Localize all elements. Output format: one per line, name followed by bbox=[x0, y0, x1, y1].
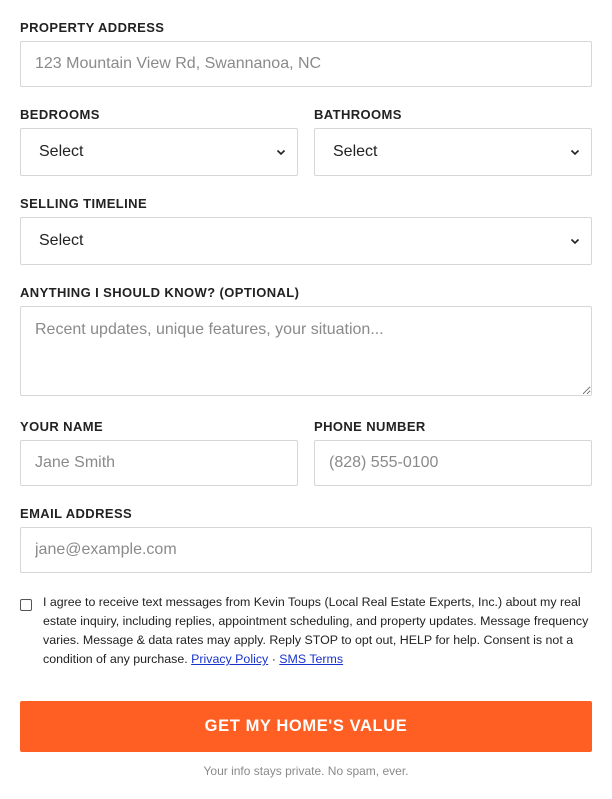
bedrooms-select-value: Select bbox=[39, 143, 84, 160]
phone-label: PHONE NUMBER bbox=[314, 419, 426, 434]
email-input[interactable] bbox=[20, 527, 592, 573]
name-label: YOUR NAME bbox=[20, 419, 104, 434]
bathrooms-select-value: Select bbox=[333, 143, 378, 160]
chevron-down-icon bbox=[569, 146, 581, 158]
sms-terms-link[interactable]: SMS Terms bbox=[279, 652, 344, 666]
chevron-down-icon bbox=[275, 146, 287, 158]
link-separator: · bbox=[271, 652, 276, 666]
timeline-select[interactable] bbox=[20, 217, 592, 265]
bathrooms-select[interactable] bbox=[314, 128, 592, 176]
address-label: PROPERTY ADDRESS bbox=[20, 20, 165, 35]
consent-checkbox[interactable] bbox=[20, 599, 32, 611]
bedrooms-select[interactable] bbox=[20, 128, 298, 176]
address-input[interactable] bbox=[20, 41, 592, 87]
email-label: EMAIL ADDRESS bbox=[20, 506, 133, 521]
privacy-note: Your info stays private. No spam, ever. bbox=[203, 764, 409, 778]
phone-input[interactable] bbox=[314, 440, 592, 486]
timeline-select-value: Select bbox=[39, 232, 84, 249]
privacy-policy-link[interactable]: Privacy Policy bbox=[191, 652, 269, 666]
bathrooms-label: BATHROOMS bbox=[314, 107, 402, 122]
notes-textarea[interactable] bbox=[20, 306, 592, 396]
notes-label: ANYTHING I SHOULD KNOW? (OPTIONAL) bbox=[20, 285, 300, 300]
consent-body: I agree to receive text messages from Kevin Toups (Local Real Estate Experts, Inc.) about my real estate inquiry, including replies, appointment scheduling, and property updates. Message frequency varies. Message & data rates may apply. Reply STOP to opt out, HELP for help. Consent is not a condition of any purchase. bbox=[43, 595, 589, 666]
consent-text bbox=[43, 593, 592, 669]
bedrooms-label: BEDROOMS bbox=[20, 107, 100, 122]
name-input[interactable] bbox=[20, 440, 298, 486]
get-home-value-button[interactable]: GET MY HOME'S VALUE bbox=[20, 701, 592, 752]
chevron-down-icon bbox=[569, 235, 581, 247]
timeline-label: SELLING TIMELINE bbox=[20, 196, 148, 211]
